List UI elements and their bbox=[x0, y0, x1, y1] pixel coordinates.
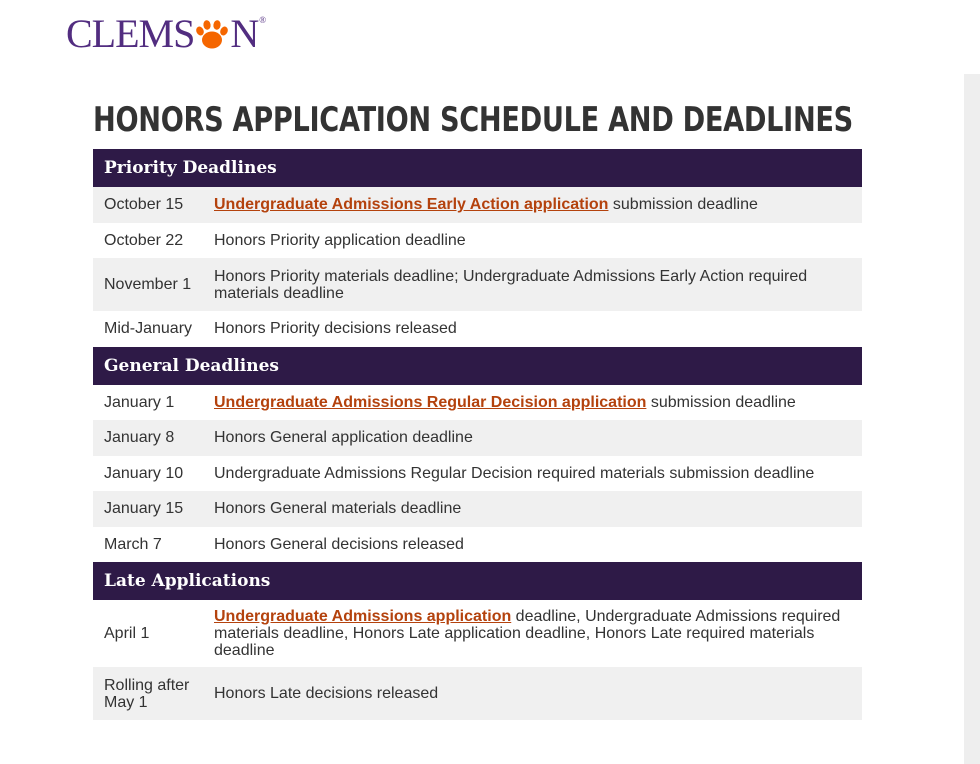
row-description bbox=[214, 608, 862, 659]
table-row bbox=[93, 600, 862, 667]
table-row bbox=[93, 258, 862, 311]
row-description: Honors Priority materials deadline; Undergraduate Admissions Early Action required materials deadline bbox=[214, 267, 808, 302]
row-date: Rolling after May 1 bbox=[104, 676, 190, 711]
table-row bbox=[93, 667, 862, 720]
admissions-application-link[interactable]: Undergraduate Admissions application bbox=[214, 608, 512, 625]
row-description: Undergraduate Admissions Regular Decision required materials submission deadline bbox=[214, 464, 815, 482]
row-date: November 1 bbox=[104, 276, 192, 293]
row-date: October 15 bbox=[104, 196, 184, 214]
clemson-logo[interactable] bbox=[66, 11, 266, 56]
row-description-text: submission deadline bbox=[646, 393, 796, 411]
row-description: Honors Priority decisions released bbox=[214, 320, 457, 338]
table-row bbox=[93, 456, 862, 492]
table-row bbox=[93, 187, 862, 223]
tiger-paw-icon bbox=[195, 18, 229, 52]
row-description: Honors Priority application deadline bbox=[214, 231, 466, 249]
row-date: March 7 bbox=[104, 535, 162, 553]
table-row bbox=[93, 491, 862, 527]
regular-decision-application-link[interactable]: Undergraduate Admissions Regular Decision application bbox=[214, 393, 647, 411]
table-row bbox=[93, 311, 862, 347]
row-date: January 8 bbox=[104, 429, 175, 447]
page-scrollbar-track[interactable] bbox=[964, 74, 980, 764]
section-header-general: General Deadlines bbox=[93, 347, 862, 385]
section-header-late: Late Applications bbox=[93, 562, 862, 600]
logo-text-left: CLEMS bbox=[66, 11, 195, 56]
row-description bbox=[214, 196, 862, 213]
row-description: Honors Late decisions released bbox=[214, 685, 439, 702]
section-header-priority: Priority Deadlines bbox=[93, 149, 862, 187]
row-description: Honors General materials deadline bbox=[214, 500, 462, 518]
table-row bbox=[93, 223, 862, 259]
page-title: HONORS APPLICATION SCHEDULE AND DEADLINES bbox=[93, 100, 853, 140]
table-row bbox=[93, 385, 862, 421]
table-row bbox=[93, 527, 862, 563]
row-description-text: deadline, Undergraduate Admissions required materials deadline, Honors Late application deadline, Honors Late required materials deadline bbox=[214, 608, 841, 659]
deadlines-table bbox=[93, 149, 862, 720]
early-action-application-link[interactable]: Undergraduate Admissions Early Action application bbox=[214, 196, 609, 214]
row-date: January 1 bbox=[104, 393, 175, 411]
table-row bbox=[93, 420, 862, 456]
row-description: Honors General decisions released bbox=[214, 535, 464, 553]
row-description: Honors General application deadline bbox=[214, 429, 473, 447]
row-description bbox=[214, 394, 862, 411]
registered-mark: ® bbox=[259, 15, 266, 25]
row-date: April 1 bbox=[104, 625, 150, 642]
row-description-text: submission deadline bbox=[608, 196, 758, 214]
row-date: October 22 bbox=[104, 231, 184, 249]
row-date: Mid-January bbox=[104, 320, 193, 338]
row-date: January 10 bbox=[104, 464, 184, 482]
logo-text-right: N bbox=[230, 11, 259, 56]
row-date: January 15 bbox=[104, 500, 184, 518]
